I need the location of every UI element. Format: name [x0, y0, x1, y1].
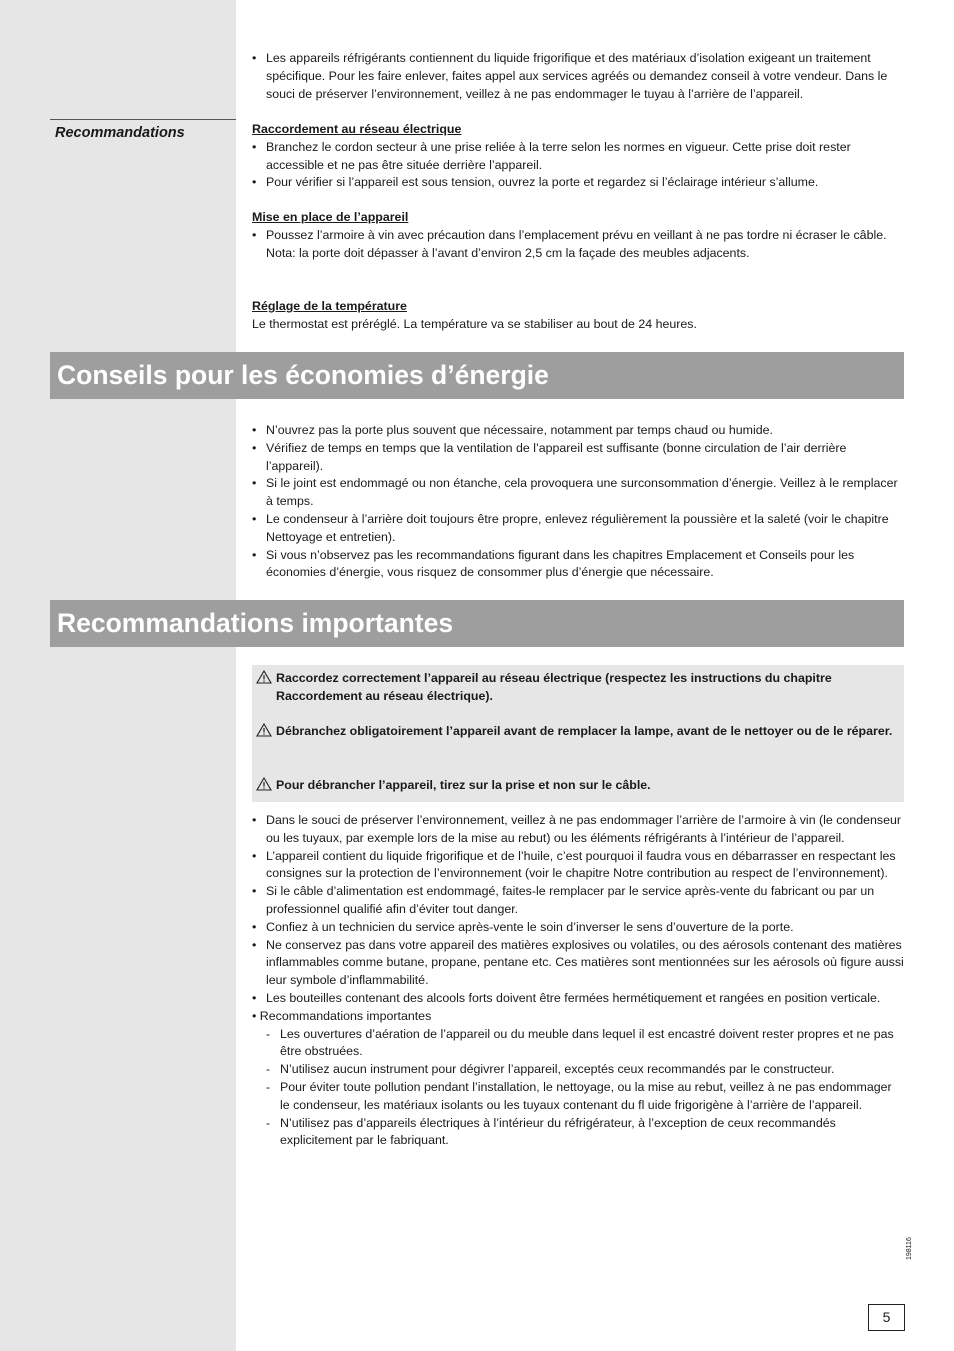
raccordement-section: [252, 121, 904, 192]
sub-list-heading: • Recommandations importantes: [252, 1008, 432, 1023]
section-banner-conseils: Conseils pour les économies d’énergie: [50, 352, 904, 399]
list-item: • Si le joint est endommagé ou non étanche, cela provoquera une surconsommation d’énergie. Veillez à le remplacer à temps.: [252, 475, 904, 511]
mise-en-place-section: [252, 209, 904, 262]
warning-item: [256, 776, 896, 794]
dash-item: - Pour éviter toute pollution pendant l’installation, le nettoyage, ou la mise au rebut, veillez à ne pas endommager le condenseur, les matériaux isolants ou les tuyaux contenant du fl uide frigorigène à l’arrière de l’appareil.: [266, 1079, 904, 1115]
section-banner-importantes: Recommandations importantes: [50, 600, 904, 647]
reglage-heading: Réglage de la température: [252, 299, 407, 313]
list-item: • N’ouvrez pas la porte plus souvent que nécessaire, notamment par temps chaud ou humide.: [252, 422, 904, 440]
document-code: 198116: [906, 1237, 913, 1260]
note-text: Nota: la porte doit dépasser à l’avant d’environ 2,5 cm la façade des meubles adjacents.: [266, 245, 750, 260]
warning-triangle-icon: [256, 723, 272, 737]
conseils-section: [252, 422, 904, 582]
list-item: • Les bouteilles contenant des alcools forts doivent être fermées hermétiquement et rangées en position verticale.: [252, 990, 904, 1008]
list-item: • Les appareils réfrigérants contiennent du liquide frigorifique et des matériaux d’isolation exigeant un traitement spécifique. Pour les faire enlever, faites appel aux services agréés ou demandez conseil à votre vendeur. Dans le souci de préserver l’environnement, veillez à ne pas endommager le tuyau à l’arrière de l’appareil.: [252, 50, 904, 103]
top-section: [252, 50, 904, 103]
warning-item: [256, 722, 896, 740]
list-item: • Vérifiez de temps en temps que la ventilation de l’appareil est suffisante (bonne circulation de l’air derrière l’appareil).: [252, 440, 904, 476]
list-item: • Si vous n’observez pas les recommandations figurant dans les chapitres Emplacement et Conseils pour les économies d’énergie, vous risquez de consommer plus d’énergie que nécessaire.: [252, 547, 904, 583]
warning-text: Raccordez correctement l’appareil au réseau électrique (respectez les instructions du chapitre Raccordement au réseau électrique).: [276, 671, 832, 703]
list-item-text: Poussez l’armoire à vin avec précaution dans l’emplacement prévu en veillant à ne pas tordre ni écraser le câble.: [266, 227, 887, 242]
warning-item: [256, 669, 896, 705]
warning-box: [252, 665, 904, 802]
list-item: • L’appareil contient du liquide frigorifique et de l’huile, c’est pourquoi il faudra vous en débarrasser en respectant les consignes sur la protection de l’environnement (voir le chapitre Notre contribution au respect de l’environnement).: [252, 848, 904, 884]
list-item: [252, 227, 904, 263]
list-item: • Ne conservez pas dans votre appareil des matières explosives ou volatiles, ou des aérosols contenant des matières inflammables comme butane, propane, pentane etc. Ces matières sont mentionnées sur les aérosols où figure aussi leur symbole d’inflammabilité.: [252, 937, 904, 990]
side-label-recommandations: Recommandations: [50, 119, 236, 141]
warning-text: Pour débrancher l’appareil, tirez sur la prise et non sur le câble.: [276, 778, 651, 792]
dash-item: - N’utilisez pas d’appareils électriques à l’intérieur du réfrigérateur, à l’exception de ceux recommandés explicitement par le fabriquant.: [266, 1115, 904, 1151]
list-item: • Le condenseur à l’arrière doit toujours être propre, enlevez régulièrement la poussière et la saleté (voir le chapitre Nettoyage et entretien).: [252, 511, 904, 547]
mise-en-place-heading: Mise en place de l’appareil: [252, 210, 409, 224]
page-number: 5: [868, 1304, 905, 1331]
dash-item: - Les ouvertures d’aération de l’appareil ou du meuble dans lequel il est encastré doivent rester propres et ne pas être obstruées.: [266, 1026, 904, 1062]
list-item: • Branchez le cordon secteur à une prise reliée à la terre selon les normes en vigueur. Cette prise doit rester accessible et ne pas être située derrière l’appareil.: [252, 139, 904, 175]
reglage-section: [252, 298, 904, 334]
warning-text: Débranchez obligatoirement l’appareil avant de remplacer la lampe, avant de le nettoyer ou de le réparer.: [276, 724, 893, 738]
list-item: • Si le câble d’alimentation est endommagé, faites-le remplacer par le service après-vente du fabricant ou par un professionnel qualifié afin d’éviter tout danger.: [252, 883, 904, 919]
warning-triangle-icon: [256, 777, 272, 791]
list-item: • Confiez à un technicien du service après-vente le soin d’inverser le sens d’ouverture de la porte.: [252, 919, 904, 937]
warning-triangle-icon: [256, 670, 272, 684]
importantes-section: [252, 812, 904, 1150]
list-item: • Dans le souci de préserver l’environnement, veillez à ne pas endommager l’arrière de l’armoire à vin (le condenseur ou les tuyaux, par exemple lors de la mise au rebut) ou les éléments réfrigérants à l’intérieur de l’appareil.: [252, 812, 904, 848]
raccordement-heading: Raccordement au réseau électrique: [252, 122, 462, 136]
list-item: • Pour vérifier si l’appareil est sous tension, ouvrez la porte et regardez si l’éclairage intérieur s’allume.: [252, 174, 904, 192]
left-margin-band: [0, 0, 236, 1351]
dash-item: - N’utilisez aucun instrument pour dégivrer l’appareil, exceptés ceux recommandés par le constructeur.: [266, 1061, 904, 1079]
reglage-text: Le thermostat est préréglé. La température va se stabiliser au bout de 24 heures.: [252, 316, 697, 331]
